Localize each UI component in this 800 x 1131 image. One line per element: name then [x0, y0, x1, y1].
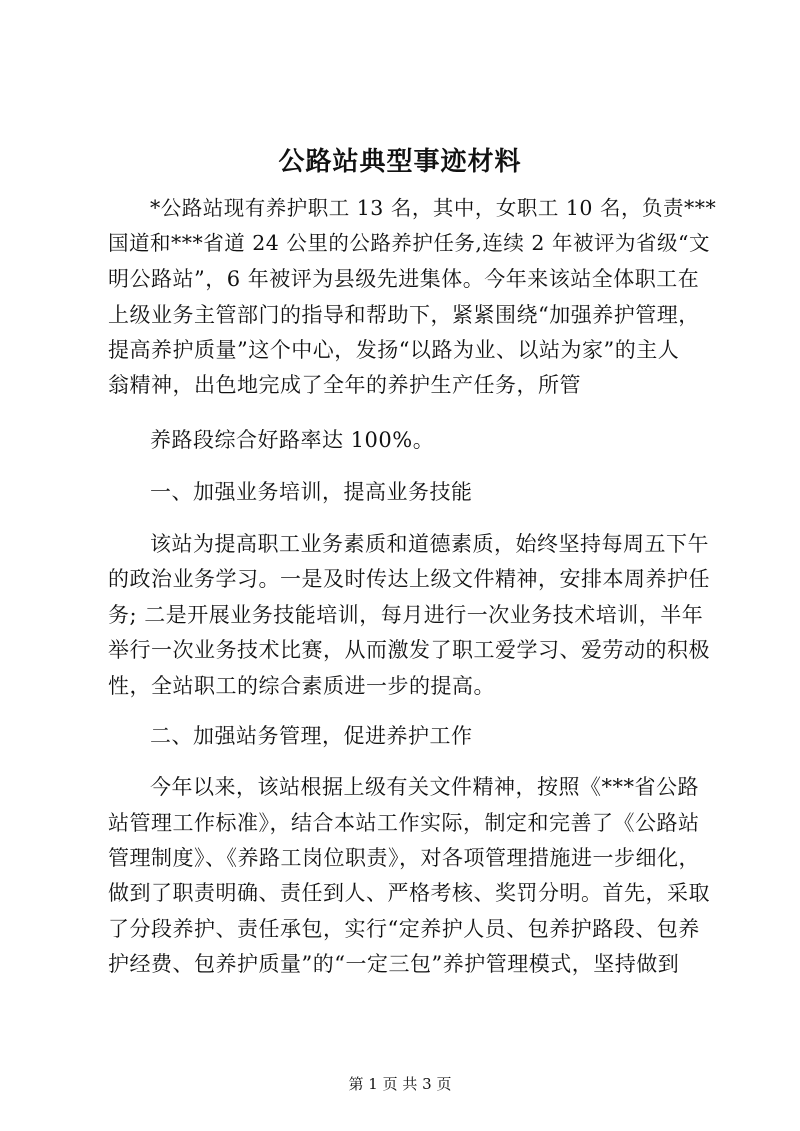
page-number-footer: 第 1 页 共 3 页: [348, 1075, 452, 1093]
paragraph-line: 明公路站”，6 年被评为县级先进集体。今年来该站全体职工在: [108, 267, 700, 291]
paragraph-line: 今年以来，该站根据上级有关文件精神，按照《***省公路: [150, 775, 699, 799]
paragraph-line: 提高养护质量”这个中心，发扬“以路为业、以站为家”的主人: [108, 338, 680, 362]
paragraph-line: 举行一次业务技术比赛，从而激发了职工爱学习、爱劳动的积极: [108, 638, 710, 662]
paragraph-line: 性，全站职工的综合素质进一步的提高。: [108, 674, 495, 698]
paragraph-line: 了分段养护、责任承包，实行“定养护人员、包养护路段、包养: [108, 917, 700, 941]
paragraph-line: 国道和***省道 24 公里的公路养护任务,连续 2 年被评为省级“文: [108, 231, 710, 255]
paragraph-line: 站管理工作标准》，结合本站工作实际，制定和完善了《公路站: [108, 811, 700, 835]
paragraph-line: 做到了职责明确、责任到人、严格考核、奖罚分明。首先，采取: [108, 881, 710, 905]
paragraph-line: *公路站现有养护职工 13 名，其中，女职工 10 名，负责***: [150, 196, 717, 220]
paragraph-line: 上级业务主管部门的指导和帮助下，紧紧围绕“加强养护管理，: [108, 303, 700, 327]
document-title: 公路站典型事迹材料: [278, 147, 522, 177]
section-heading: 一、加强业务培训，提高业务技能: [150, 480, 473, 504]
paragraph-line: 的政治业务学习。一是及时传达上级文件精神，安排本周养护任: [108, 567, 710, 591]
paragraph-line: 管理制度》、《养路工岗位职责》，对各项管理措施进一步细化，: [108, 846, 700, 870]
paragraph-line: 养路段综合好路率达 100%。: [150, 428, 435, 452]
paragraph-line: 务; 二是开展业务技能培训，每月进行一次业务技术培训，半年: [108, 603, 704, 627]
paragraph-line: 护经费、包养护质量”的“一定三包”养护管理模式，坚持做到: [108, 952, 680, 976]
paragraph-line: 翁精神，出色地完成了全年的养护生产任务，所管: [108, 373, 581, 397]
section-heading: 二、加强站务管理，促进养护工作: [150, 724, 473, 748]
paragraph-line: 该站为提高职工业务素质和道德素质，始终坚持每周五下午: [150, 532, 709, 556]
